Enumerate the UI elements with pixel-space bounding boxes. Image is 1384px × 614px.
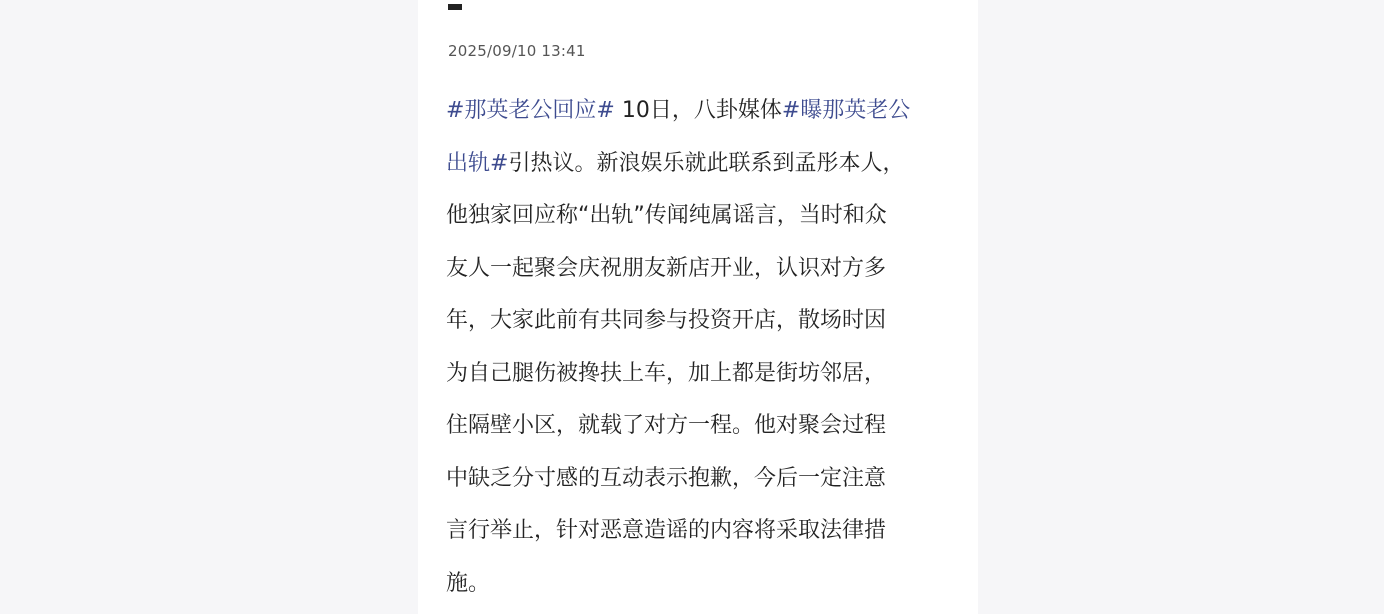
post-line-10: 施。 bbox=[446, 570, 491, 596]
post-line-2 bbox=[446, 138, 976, 191]
post-line-9: 言行举止，针对恶意造谣的内容将采取法律措 bbox=[446, 518, 887, 543]
post-line-8: 中缺乏分寸感的互动表示抱歉，今后一定注意 bbox=[446, 465, 887, 491]
post-text: 10日，八卦媒体 bbox=[614, 98, 782, 123]
post-line-7: 住隔壁小区，就载了对方一程。他对聚会过程 bbox=[446, 413, 887, 438]
hashtag-link[interactable]: #曝那英老公 bbox=[781, 98, 911, 123]
post-line-1 bbox=[446, 85, 976, 138]
post-line-6: 为自己腿伤被搀扶上车，加上都是街坊邻居， bbox=[446, 360, 887, 386]
post-line-4: 友人一起聚会庆祝朋友新店开业，认识对方多 bbox=[446, 255, 887, 281]
post-line-3: 他独家回应称“出轨”传闻纯属谣言，当时和众 bbox=[446, 203, 887, 228]
post-body bbox=[446, 85, 976, 610]
cropped-top-mark bbox=[448, 4, 462, 10]
post-timestamp: 2025/09/10 13:41 bbox=[448, 42, 586, 60]
post-text: 引热议。新浪娱乐就此联系到孟彤本人， bbox=[508, 150, 905, 176]
post-line-5: 年，大家此前有共同参与投资开店，散场时因 bbox=[446, 308, 887, 333]
hashtag-link[interactable]: #那英老公回应# bbox=[446, 98, 615, 123]
hashtag-link[interactable]: 出轨# bbox=[446, 150, 509, 176]
